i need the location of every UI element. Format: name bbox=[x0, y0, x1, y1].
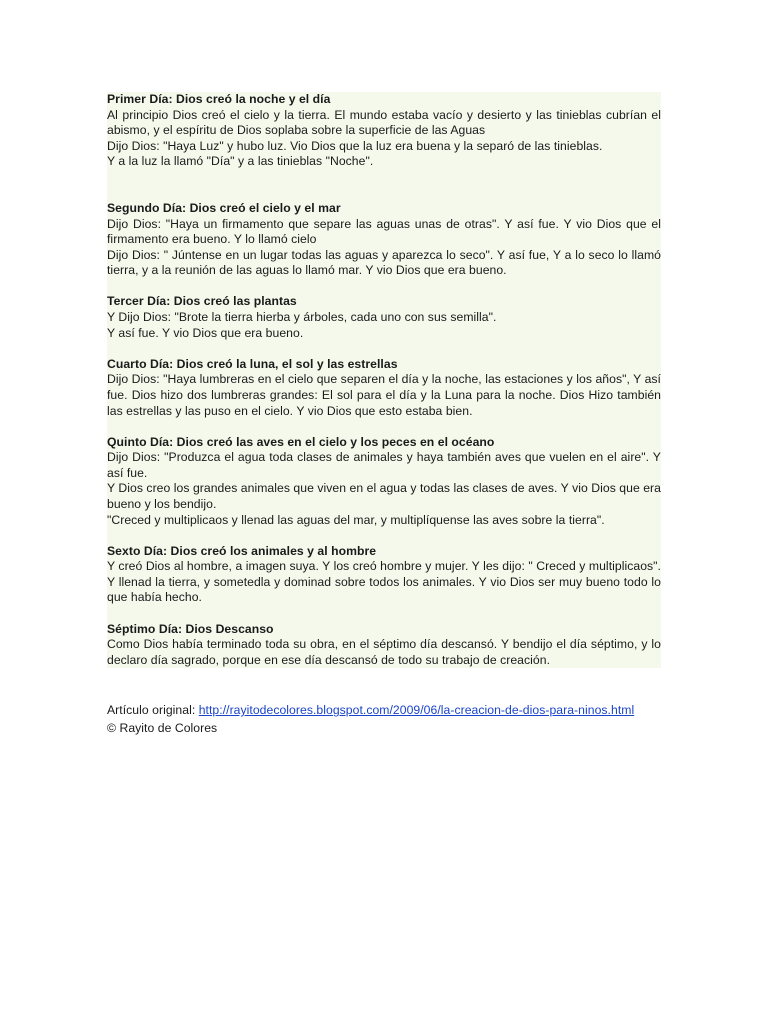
source-footer bbox=[107, 702, 661, 736]
day-section-7 bbox=[107, 622, 661, 669]
day-title: Quinto Día: Dios creó las aves en el cielo y los peces en el océano bbox=[107, 434, 495, 449]
paragraph: Dijo Dios: "Haya Luz" y hubo luz. Vio Dios que la luz era buena y la separó de las tinieblas. bbox=[107, 138, 603, 153]
copyright-notice: © Rayito de Colores bbox=[107, 720, 218, 735]
day-section-2 bbox=[107, 201, 661, 279]
paragraph: Y Dios creo los grandes animales que viven en el agua y todas las clases de aves. Y vio Dios que era bueno y los bendijo. bbox=[107, 481, 661, 511]
paragraph: Dijo Dios: "Haya un firmamento que separe las aguas unas de otras". Y así fue. Y vio Dios que el firmamento era bueno. Y lo llamó cielo bbox=[107, 216, 661, 247]
day-title: Cuarto Día: Dios creó la luna, el sol y las estrellas bbox=[107, 356, 398, 371]
paragraph: Dijo Dios: "Produzca el agua toda clases de animales y haya también aves que vuelen en el aire". Y así fue. bbox=[107, 450, 661, 480]
day-title: Primer Día: Dios creó la noche y el día bbox=[107, 92, 331, 106]
paragraph: Y a la luz la llamó "Día" y a las tinieblas "Noche". bbox=[107, 154, 374, 169]
paragraph: Como Dios había terminado toda su obra, en el séptimo día descansó. Y bendijo el día séptimo, y lo declaro día sagrado, porque en ese día descansó de todo su trabajo de creación. bbox=[107, 637, 661, 667]
document-content bbox=[107, 92, 661, 736]
day-title: Sexto Día: Dios creó los animales y al hombre bbox=[107, 543, 377, 558]
paragraph: Dijo Dios: "Haya lumbreras en el cielo que separen el día y la noche, las estaciones y los años", Y así fue. Dios hizo dos lumbreras grandes: El sol para el día y la Luna para la noche. Dios Hizo también las estrellas y las puso en el cielo. Y vio Dios que esto estaba bien. bbox=[107, 372, 661, 418]
article-label: Artículo original: bbox=[107, 703, 199, 718]
day-section-3 bbox=[107, 294, 661, 341]
day-section-1 bbox=[107, 92, 661, 170]
paragraph: "Creced y multiplicaos y llenad las aguas del mar, y multiplíquense las aves sobre la tierra". bbox=[107, 512, 605, 527]
day-section-5 bbox=[107, 435, 661, 529]
article-link[interactable]: http://rayitodecolores.blogspot.com/2009/06/la-creacion-de-dios-para-ninos.html bbox=[198, 703, 635, 718]
day-title: Séptimo Día: Dios Descanso bbox=[107, 621, 274, 636]
creation-text-block bbox=[107, 92, 661, 668]
paragraph: Al principio Dios creó el cielo y la tierra. El mundo estaba vacío y desierto y las tinieblas cubrían el abismo, y el espíritu de Dios soplaba sobre la superficie de las Aguas bbox=[107, 107, 661, 138]
paragraph: Y creó Dios al hombre, a imagen suya. Y los creó hombre y mujer. Y les dijo: " Creced y multiplicaos". Y llenad la tierra, y sometedla y dominad sobre todos los animales. Y vio Dios ser muy bueno todo lo que había hecho. bbox=[107, 559, 661, 605]
paragraph: Y Dijo Dios: "Brote la tierra hierba y árboles, cada uno con sus semilla". bbox=[107, 310, 497, 325]
day-title: Tercer Día: Dios creó las plantas bbox=[107, 294, 297, 309]
day-section-4 bbox=[107, 357, 661, 419]
day-section-6 bbox=[107, 544, 661, 606]
paragraph: Y así fue. Y vio Dios que era bueno. bbox=[107, 325, 304, 340]
paragraph: Dijo Dios: " Júntense en un lugar todas las aguas y aparezca lo seco". Y así fue, Y a lo seco lo llamó tierra, y a la reunión de las aguas lo llamó mar. Y vio Dios que era bueno. bbox=[107, 247, 661, 278]
day-title: Segundo Día: Dios creó el cielo y el mar bbox=[107, 200, 341, 215]
